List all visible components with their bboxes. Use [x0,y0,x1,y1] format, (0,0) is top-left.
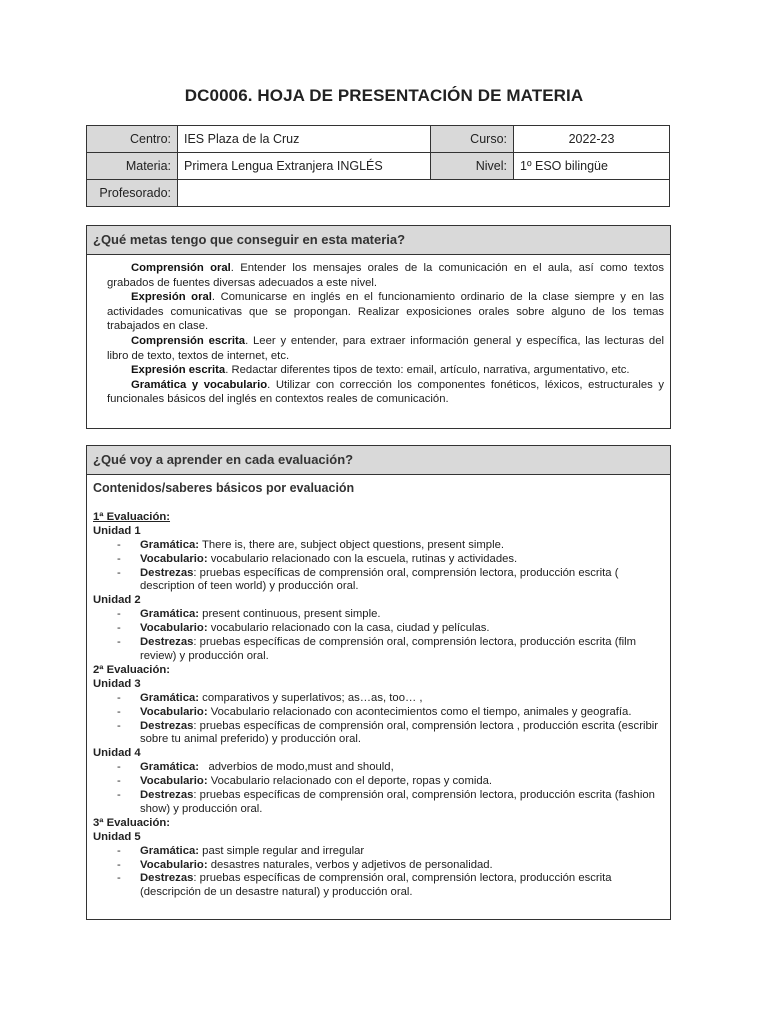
list-item: - Gramática: adverbios de modo,must and should, [117,761,394,774]
evaluation-heading: 2ª Evaluación: [93,663,171,676]
goal-term: Expresión escrita [131,364,226,377]
goal-term: Comprensión escrita [131,334,246,347]
goals-body [87,255,670,407]
learning-body [87,475,670,900]
list-item: - Gramática: There is, there are, subject object questions, present simple. [117,538,504,551]
nivel-label: Nivel: [431,153,514,180]
goal-item [107,334,664,363]
goal-item [107,378,664,407]
profesorado-value [178,180,670,207]
goal-term: Gramática y vocabulario [131,378,268,391]
goal-text: . Utilizar con corrección los componentes fonéticos, léxicos, estructurales y funcionales básicos del inglés en contextos reales de comunicación. [107,378,664,406]
goal-item [107,290,664,334]
curso-label: Curso: [431,126,514,153]
learning-header: ¿Qué voy a aprender en cada evaluación? [87,446,670,475]
evaluation-heading: 1ª Evaluación: [93,510,171,523]
unit-title: Unidad 4 [93,747,141,760]
list-item: - Vocabulario: Vocabulario relacionado con acontecimientos como el tiempo, animales y geografía. [117,705,632,718]
goal-text: . Entender los mensajes orales de la comunicación en el aula, así como textos grabados de fuentes diversas adecuados a este nivel. [107,262,664,289]
list-item: - Vocabulario: vocabulario relacionado con la casa, ciudad y películas. [117,622,490,635]
unit-list [93,761,664,817]
info-table [86,125,670,207]
goal-item [107,363,664,378]
profesorado-label: Profesorado: [87,180,178,207]
evaluation-heading: 3ª Evaluación: [93,816,171,829]
list-item: - Destrezas: pruebas específicas de comprensión oral, comprensión lectora, producción escrita ( description of teen world) y producción oral. [117,566,619,593]
learning-section [86,445,671,920]
list-item: - Vocabulario: vocabulario relacionado con la escuela, rutinas y actividades. [117,552,518,565]
unit-list [93,692,664,748]
info-row-materia [87,153,670,180]
materia-label: Materia: [87,153,178,180]
centro-value: IES Plaza de la Cruz [178,126,431,153]
list-item: - Gramática: present continuous, present simple. [117,608,381,621]
goal-text: . Leer y entender, para extraer información general y específica, las lecturas del libro de texto, textos de internet, etc. [107,334,664,362]
list-item: - Gramática: past simple regular and irregular [117,844,365,857]
curso-value: 2022-23 [514,126,670,153]
materia-value: Primera Lengua Extranjera INGLÉS [178,153,431,180]
page-title: DC0006. HOJA DE PRESENTACIÓN DE MATERIA [184,86,584,105]
unit-list [93,845,664,901]
list-item: - Destrezas: pruebas específicas de comprensión oral, comprensión lectora, producción escrita (fashion show) y producción oral. [117,789,655,815]
info-row-centro [87,126,670,153]
info-row-profesorado [87,180,670,207]
list-item: - Destrezas: pruebas específicas de comprensión oral, comprensión lectora, producción escrita (descripción de un desastre natural) y producción oral. [117,872,612,899]
goal-item [107,261,664,290]
unit-title: Unidad 1 [93,524,141,537]
goal-term: Comprensión oral [131,262,231,274]
learning-subtitle: Contenidos/saberes básicos por evaluación [93,481,355,495]
list-item: - Vocabulario: desastres naturales, verbos y adjetivos de personalidad. [117,858,493,871]
centro-label: Centro: [87,126,178,153]
list-item: - Vocabulario: Vocabulario relacionado con el deporte, ropas y comida. [117,775,493,788]
list-item: - Gramática: comparativos y superlativos; as…as, too… , [117,691,423,704]
goals-section [86,225,671,429]
unit-title: Unidad 3 [93,677,141,690]
goal-text: . Comunicarse en inglés en el funcionamiento ordinario de la clase siempre y en las actividades comunicativas que se propongan. Realizar exposiciones orales sobre alguno de los temas trabajados en clase. [107,291,664,333]
goal-term: Expresión oral [131,291,212,304]
list-item: - Destrezas: pruebas específicas de comprensión oral, comprensión lectora, producción escrita (film review) y producción oral. [117,636,637,662]
unit-list [93,539,664,595]
goal-text: . Redactar diferentes tipos de texto: email, artículo, narrativa, argumentativo, etc. [225,364,630,377]
goals-header: ¿Qué metas tengo que conseguir en esta materia? [87,226,670,255]
unit-title: Unidad 5 [93,830,141,843]
unit-title: Unidad 2 [93,594,141,607]
list-item: - Destrezas: pruebas específicas de comprensión oral, comprensión lectora , producción escrita (escribir sobre tu animal preferido) y producción oral. [117,719,659,746]
unit-list [93,608,664,664]
nivel-value: 1º ESO bilingüe [514,153,670,180]
